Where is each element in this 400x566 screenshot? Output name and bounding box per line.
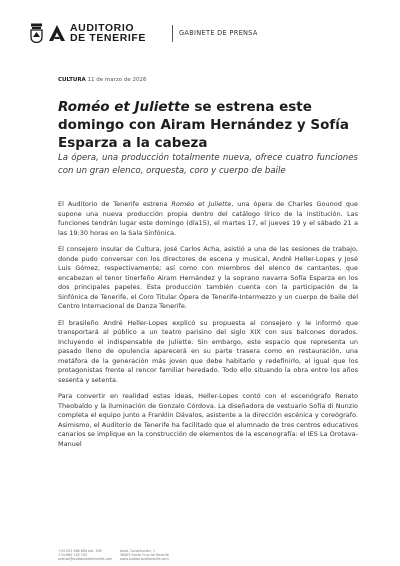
footer-address	[120, 549, 169, 562]
header-divider	[172, 25, 173, 42]
article-body	[58, 200, 358, 456]
footer-phone-1: +34 922 568 600 ext. 198	[58, 549, 102, 553]
body-paragraph-2: El consejero insular de Cultura, José Carlos Acha, asistió a una de las sesiones de trabajo, donde pudo conversar con los directores de escena y musical, André Heller-Lopes y José Luis Gómez, respectivamente; así como con miembros del elenco de cantantes, que encabezan el tenor tinerfeño Airam Hernández y la soprano navarra Sofía Esparza en los dos principales papeles. Esta producción también cuenta con la participación de la Sinfónica de Tenerife, el Coro Titular Ópera de Tenerife-Intermezzo y un cuerpo de baile del Centro Internacional de Danza Tenerife.	[58, 245, 358, 310]
article-category: CULTURA	[58, 77, 86, 83]
brand-line-2: DE TENERIFE	[70, 32, 147, 44]
section-label: GABINETE DE PRENSA	[179, 29, 258, 37]
headline-italic: Roméo et Juliette	[58, 99, 190, 115]
body-paragraph-1	[58, 200, 358, 238]
brand-line-1: AUDITORIO	[70, 22, 135, 34]
article-headline	[58, 98, 358, 152]
tenerife-crest-icon	[30, 23, 43, 43]
body-paragraph-4: Para convertir en realidad estas ideas, Heller-Lopes contó con el escenógrafo Renato Theobaldo y la iluminación de Gonzalo Córdova. La diseñadora de vestuario Sofía di Nunzio completa el equipo junto a Franklin Dávalos, asistente a la dirección escénica y coreógrafo. Asimismo, el Auditorio de Tenerife ha facilitado que el alumnado de tres centros educativos canarios se implique en la construcción de elementos de la escenografía: el IES La Orotava-Manuel	[58, 392, 358, 448]
footer-email[interactable]: prensa@auditoriodetenerife.com	[58, 557, 113, 562]
footer-phone-2: +34 680 128 703	[58, 553, 87, 558]
article-meta	[58, 77, 147, 83]
headline-rest: se estrena este domingo con Airam Hernández y Sofía Esparza a la cabeza	[58, 99, 350, 151]
p1-text-b: , una ópera de Charles Gounod que supone una nueva producción propia dentro del catálogo lírico de la institución. Las funciones tendrán lugar este domingo (día15), el martes 17, el jueves 19 y el sábado 21 a las 19:30 horas en la Sala Sinfónica.	[58, 200, 358, 237]
footer-website[interactable]: www.auditoriodetenerife.com	[120, 557, 169, 562]
article-date: 11 de marzo de 2026	[87, 77, 147, 83]
footer-city: 38003 Santa Cruz de Tenerife	[120, 553, 169, 558]
footer-contact	[58, 549, 112, 562]
body-paragraph-3: El brasileño André Heller-Lopes explicó su propuesta al consejero y le informó que transportará al público a un teatro parisino del siglo XIX con sus balcones dorados. Incluyendo el indispensable de Juliette. Sin embargo, este espacio que representa un pasado lleno de opulencia aparecerá en su parte trasera como en restauración, una metáfora de la generación más joven que debe habitarlo y redefinirlo, al igual que los protagonistas frente al rencor familiar heredado. Todo ello situando la obra entre los años sesenta y setenta.	[58, 318, 358, 384]
auditorio-logo-icon	[48, 24, 66, 42]
p1-italic: Roméo et Juliette	[171, 200, 232, 208]
p1-text-a: El Auditorio de Tenerife estrena	[58, 200, 172, 208]
brand-name	[70, 23, 146, 43]
footer-street: Avda. Constitución, 1	[120, 549, 155, 553]
article-subhead: La ópera, una producción totalmente nueva, ofrece cuatro funciones con un gran elenco, orquesta, coro y cuerpo de baile	[58, 153, 358, 176]
